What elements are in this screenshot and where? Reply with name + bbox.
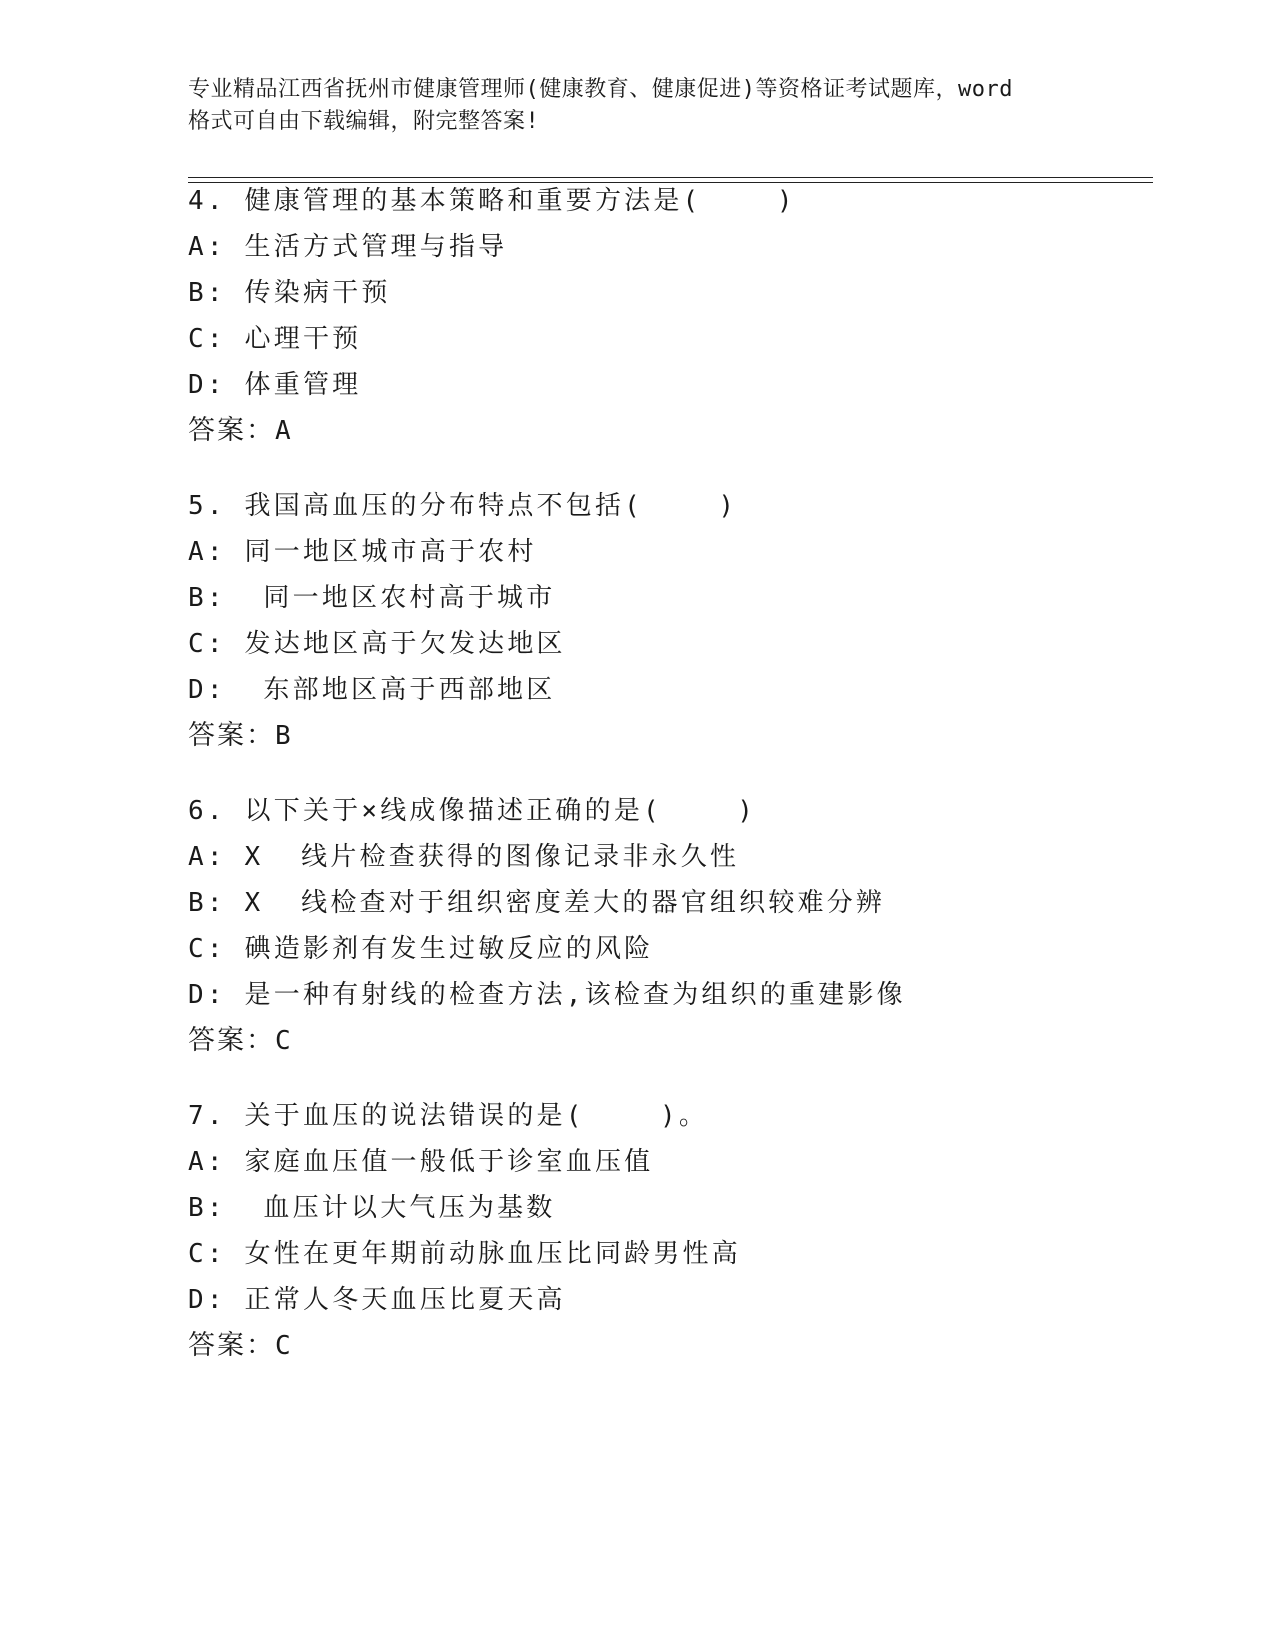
option-c: C: 心理干预 bbox=[188, 324, 362, 354]
header-line-2: 格式可自由下载编辑，附完整答案! bbox=[188, 109, 540, 134]
option-c: C: 女性在更年期前动脉血压比同龄男性高 bbox=[188, 1239, 741, 1269]
answer-line bbox=[188, 1018, 1138, 1064]
answer-line bbox=[188, 408, 1138, 454]
option-a: A: 家庭血压值一般低于诊室血压值 bbox=[188, 1147, 654, 1177]
document-header bbox=[188, 74, 1088, 138]
answer-value: C bbox=[275, 1026, 291, 1056]
answer-value: B bbox=[275, 721, 291, 751]
option-c: C: 发达地区高于欠发达地区 bbox=[188, 629, 566, 659]
answer-line bbox=[188, 713, 1138, 759]
option-b: B: 传染病干预 bbox=[188, 278, 391, 308]
option-d: D: 东部地区高于西部地区 bbox=[188, 675, 556, 705]
option-a: A: 生活方式管理与指导 bbox=[188, 232, 508, 262]
answer-line bbox=[188, 1323, 1138, 1369]
answer-label: 答案： bbox=[188, 415, 275, 446]
question-stem: 5. 我国高血压的分布特点不包括( ) bbox=[188, 491, 738, 521]
option-b: B: 同一地区农村高于城市 bbox=[188, 583, 556, 613]
question-stem: 6. 以下关于×线成像描述正确的是( ) bbox=[188, 796, 757, 826]
question-stem: 7. 关于血压的说法错误的是( )。 bbox=[188, 1101, 709, 1131]
question-block-7 bbox=[188, 1093, 1138, 1369]
option-d: D: 正常人冬天血压比夏天高 bbox=[188, 1285, 566, 1315]
answer-label: 答案： bbox=[188, 720, 275, 751]
header-line-1: 专业精品江西省抚州市健康管理师(健康教育、健康促进)等资格证考试题库，word bbox=[188, 77, 1013, 102]
answer-label: 答案： bbox=[188, 1025, 275, 1056]
answer-value: C bbox=[275, 1331, 291, 1361]
question-stem: 4. 健康管理的基本策略和重要方法是( ) bbox=[188, 186, 796, 216]
option-c: C: 碘造影剂有发生过敏反应的风险 bbox=[188, 934, 654, 964]
option-b: B: X 线检查对于组织密度差大的器官组织较难分辨 bbox=[188, 888, 886, 918]
question-block-5 bbox=[188, 483, 1138, 759]
option-d: D: 体重管理 bbox=[188, 370, 362, 400]
answer-label: 答案： bbox=[188, 1330, 275, 1361]
question-block-4 bbox=[188, 178, 1138, 454]
question-block-6 bbox=[188, 788, 1138, 1064]
option-b: B: 血压计以大气压为基数 bbox=[188, 1193, 556, 1223]
answer-value: A bbox=[275, 416, 291, 446]
option-d: D: 是一种有射线的检查方法,该检查为组织的重建影像 bbox=[188, 980, 906, 1010]
option-a: A: X 线片检查获得的图像记录非永久性 bbox=[188, 842, 740, 872]
option-a: A: 同一地区城市高于农村 bbox=[188, 537, 537, 567]
